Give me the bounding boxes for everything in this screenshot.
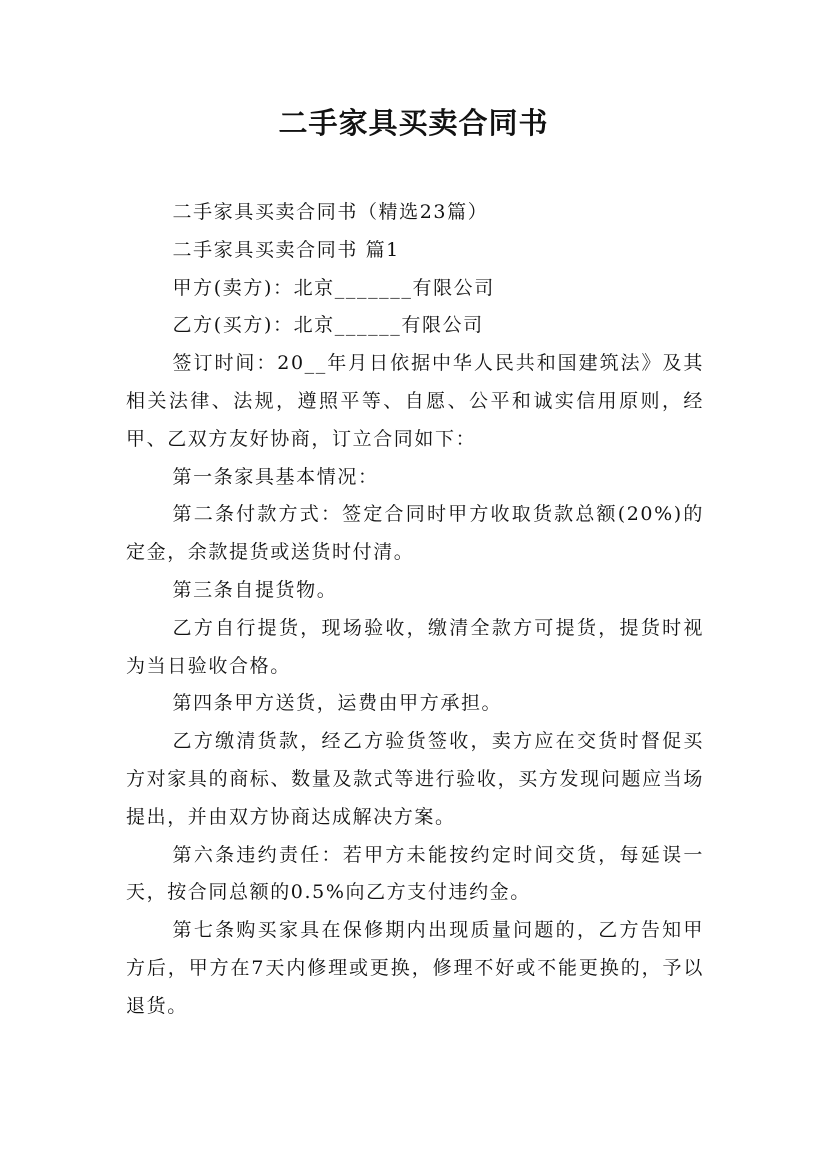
document-title: 二手家具买卖合同书 [278, 106, 549, 140]
paragraph-clause-2: 第二条付款方式：签定合同时甲方收取货款总额(20%)的定金，余款提货或送货时付清。 [126, 503, 704, 564]
paragraph-delivery-acceptance: 乙方缴清货款，经乙方验货签收，卖方应在交货时督促买方对家具的商标、数量及款式等进行验收，买方发现问题应当场提出，并由双方协商达成解决方案。 [126, 730, 704, 828]
paragraph-signing-time: 签订时间：20__年月日依据中华人民共和国建筑法》及其相关法律、法规，遵照平等、自愿、公平和诚实信用原则，经甲、乙双方友好协商，订立合同如下： [126, 352, 704, 450]
paragraph-clause-6: 第六条违约责任：若甲方未能按约定时间交货，每延误一天，按合同总额的0.5%向乙方支付违约金。 [126, 843, 704, 904]
paragraph-clause-1: 第一条家具基本情况： [172, 465, 379, 488]
document-body [126, 194, 704, 1026]
paragraph-clause-7: 第七条购买家具在保修期内出现质量问题的，乙方告知甲方后，甲方在7天内修理或更换，修理不好或不能更换的，予以退货。 [126, 919, 704, 1017]
paragraph-article-heading: 二手家具买卖合同书 篇1 [172, 238, 400, 261]
paragraph-self-pickup: 乙方自行提货，现场验收，缴清全款方可提货，提货时视为当日验收合格。 [126, 616, 704, 677]
paragraph-clause-3: 第三条自提货物。 [172, 578, 338, 601]
paragraph-party-a: 甲方(卖方)：北京_______有限公司 [172, 276, 495, 299]
paragraph-collection-title: 二手家具买卖合同书（精选23篇） [172, 201, 489, 223]
paragraph-clause-4: 第四条甲方送货，运费由甲方承担。 [172, 692, 503, 715]
paragraph-party-b: 乙方(买方)：北京______有限公司 [172, 314, 484, 337]
